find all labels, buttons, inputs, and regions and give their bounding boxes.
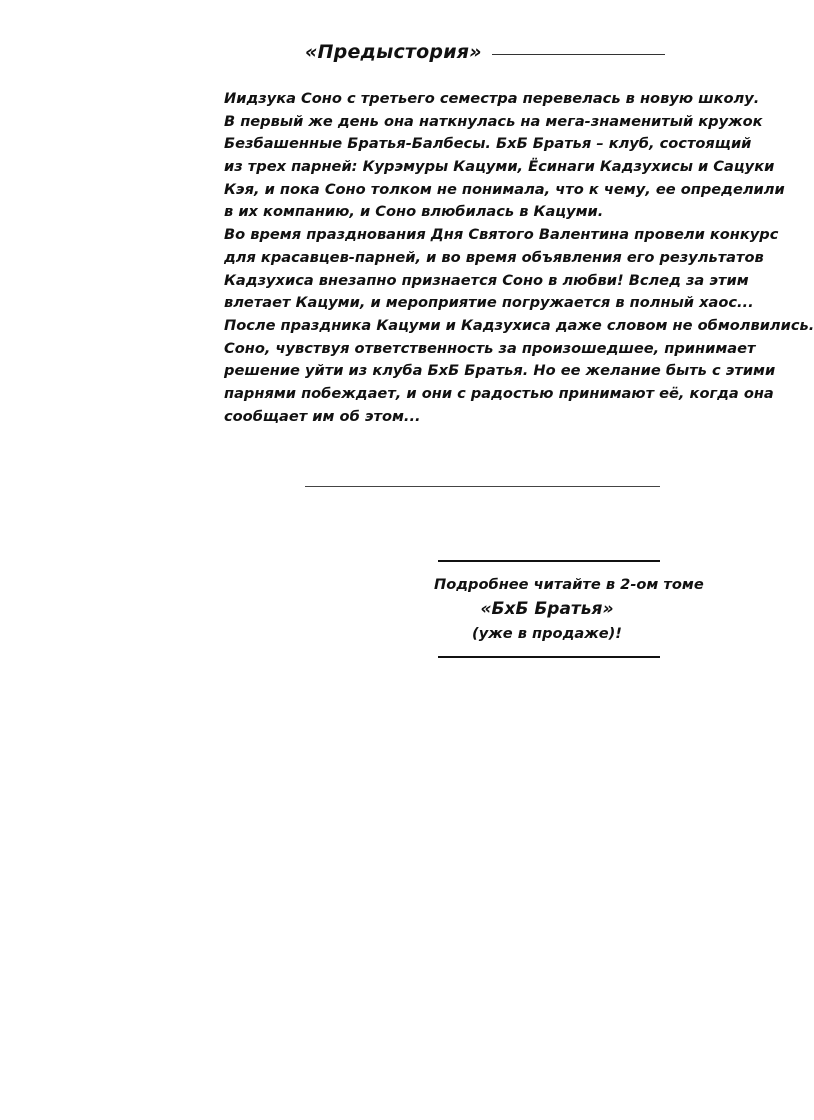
story-line: Кадзухиса внезапно признается Соно в любви! Вслед за этим [224, 271, 749, 289]
section-divider [305, 486, 660, 487]
story-paragraph [224, 88, 814, 428]
story-line: для красавцев-парней, и во время объявления его результатов [224, 248, 764, 266]
story-line: После праздника Кацуми и Кадзухиса даже словом не обмолвились. [224, 316, 814, 334]
story-line: Во время празднования Дня Святого Валентина провели конкурс [224, 226, 779, 244]
story-line: в их компанию, и Соно влюбилась в Кацуми. [224, 203, 604, 221]
story-line: решение уйти из клуба БхБ Братья. Но ее желание быть с этими [224, 362, 776, 380]
story-line: из трех парней: Курэмуры Кацуми, Ёсинаги Кадзухисы и Сацуки [224, 158, 775, 176]
story-line: сообщает им об этом... [224, 407, 421, 425]
story-line: Иидзука Соно с третьего семестра перевелась в новую школу. [224, 90, 760, 107]
story-line: Кэя, и пока Соно толком не понимала, что к чему, ее определили [224, 180, 785, 198]
story-line: влетает Кацуми, и мероприятие погружается в полный хаос... [224, 294, 754, 312]
promo-bottom-rule [438, 656, 660, 658]
promo-text [434, 562, 704, 656]
story-line: парнями побеждает, и они с радостью принимают её, когда она [224, 384, 774, 402]
header-rule [492, 54, 665, 55]
section-title: «Предыстория» [305, 41, 482, 63]
promo-availability: (уже в продаже)! [472, 625, 622, 642]
promo-box [434, 560, 704, 658]
promo-volume-title: «БхБ Братья» [480, 599, 614, 619]
story-line: В первый же день она наткнулась на мега-знаменитый кружок [224, 112, 763, 130]
story-line: Безбашенные Братья-Балбесы. БхБ Братья – клуб, состоящий [224, 135, 752, 153]
story-line: Соно, чувствуя ответственность за произошедшее, принимает [224, 339, 756, 357]
section-header [305, 36, 665, 68]
promo-read-more: Подробнее читайте в 2-ом томе [434, 576, 704, 593]
